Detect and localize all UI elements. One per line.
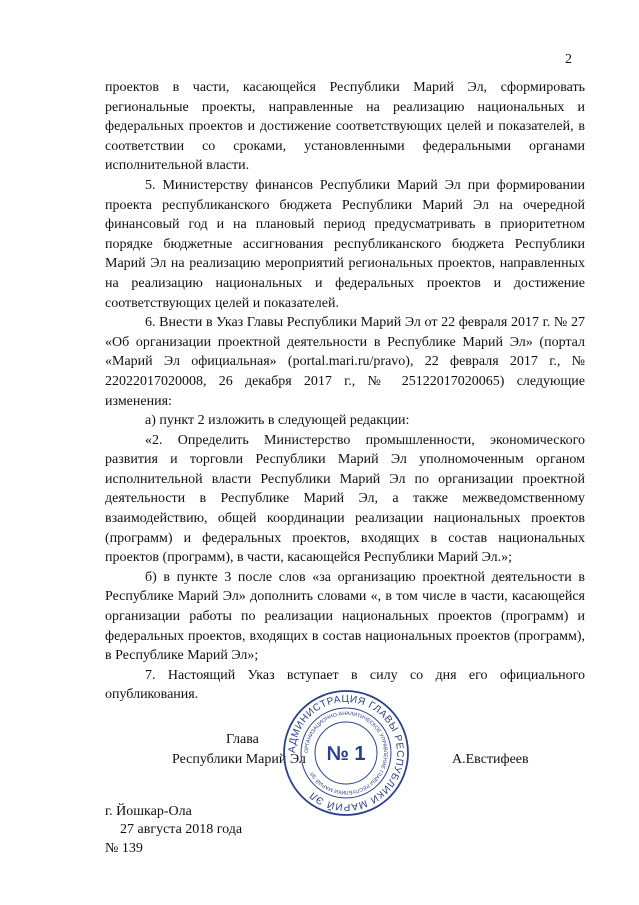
paragraph-4-continued: проектов в части, касающейся Республики Марий Эл, сформировать региональные проекты, направленные на реализацию национальных и федеральных проектов и достижение соответствующих целей и показателей, в соответствии со сроками, установленными федеральными органами исполнительной власти. — [105, 80, 585, 174]
official-seal — [281, 688, 411, 818]
paragraph-6a-text: «2. Определить Министерство промышленности, экономического развития и торговли Республики Марий Эл уполномоченным органом исполнительной власти Республики Марий Эл по организации проектной деятельности в Республике Марий Эл, а также межведомственному взаимодействию, общей координации реализации национальных проектов (программ) и федеральных проектов, входящих в состав национальных проектов (программ), в части, касающейся Республики Марий Эл.»; — [105, 432, 585, 566]
footer-number: № 139 — [105, 841, 143, 856]
signature-name: А.Евстифеев — [452, 752, 529, 767]
seal-outer-text: АДМИНИСТРАЦИЯ ГЛАВЫ РЕСПУБЛИКИ МАРИЙ ЭЛ — [286, 693, 406, 813]
footer-city: г. Йошкар-Ола — [105, 804, 192, 819]
paragraph-6: 6. Внести в Указ Главы Республики Марий Эл от 22 февраля 2017 г. № 27 «Об организации проектной деятельности в Республике Марий Эл» (портал «Марий Эл официальная» (portal.mari.ru/pravo), 22 февраля 2017 г., № 22022017020008, 26 декабря 2017 г., № 25122017020065) следующие изменения: — [105, 315, 585, 409]
paragraph-5: 5. Министерству финансов Республики Марий Эл при формировании проекта республиканского бюджета Республики Марий Эл на очередной финансовый год и на плановый период предусматривать в приоритетном порядке бюджетные ассигнования республиканского бюджета Республики Марий Эл на реализацию мероприятий региональных проектов, направленных на реализацию национальных и федеральных проектов и достижение соответствующих целей и показателей. — [105, 177, 585, 311]
paragraph-6a: а) пункт 2 изложить в следующей редакции: — [145, 413, 410, 429]
signature-title-line1: Глава — [226, 732, 259, 747]
paragraph-6b: б) в пункте 3 после слов «за организацию проектной деятельности в Республике Марий Эл» дополнить словами «, в том числе в части, касающейся организации работы по реализации национальных проектов (программ) и федеральных проектов, входящих в состав национальных проектов (программ), в Республике Марий Эл»; — [105, 569, 585, 664]
paragraph-7: 7. Настоящий Указ вступает в силу со дня его официального опубликования. — [105, 667, 585, 703]
document-body — [105, 78, 585, 705]
page-number: 2 — [565, 52, 572, 67]
signature-title-line2: Республики Марий Эл — [172, 752, 306, 767]
footer-date: 27 августа 2018 года — [120, 822, 243, 837]
seal-inner-text: ОРГАНИЗАЦИОННО-АНАЛИТИЧЕСКОЕ УПРАВЛЕНИЕ ГЛАВЫ РЕСПУБЛИКИ МАРИЙ ЭЛ — [303, 710, 389, 796]
seal-number: № 1 — [326, 743, 366, 765]
